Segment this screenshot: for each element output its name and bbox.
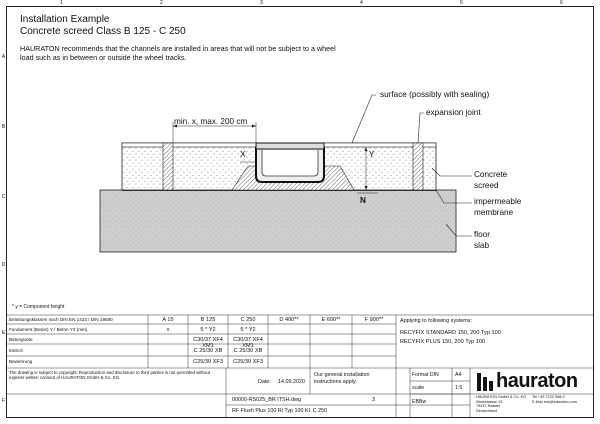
callout-expansion-joint: expansion joint <box>426 108 481 117</box>
contact-line: E-Mail info@hauraton.com <box>532 399 578 404</box>
revision-number: 3 <box>372 397 375 403</box>
hauraton-logo <box>476 370 592 394</box>
ruler-row-a: A <box>1 54 6 60</box>
channel-grate <box>256 143 324 149</box>
class-a15: A 15 <box>162 317 174 323</box>
scale-value: 1:5 <box>455 385 463 391</box>
drawing-description: RF Flush Plus 100 Ri Typ 100 Kl. C 250 <box>232 408 328 414</box>
ruler-row-c: C <box>1 194 6 200</box>
ruler-col-2: 2 <box>160 0 163 6</box>
class-d400: D 400** <box>279 317 299 323</box>
ruler-row-e: E <box>1 330 6 336</box>
row-code1-c250: C30/37 XF4 XM1 <box>233 337 263 349</box>
callout-membrane-line1: impermeable <box>474 197 522 206</box>
expansion-joint-right <box>413 143 423 190</box>
component-height-footnote: * y = Component height <box>12 304 65 310</box>
description-line-1: HAURATON recommends that the channels are installed in areas that will not be subject to a wheel <box>20 44 336 53</box>
address-line: Werkstrasse 13 <box>476 399 503 404</box>
row-label-screed: Estrich <box>9 348 24 353</box>
drawing-number: 00000-RS025_BR ITSH.dwg <box>232 397 301 403</box>
class-f900: F 900** <box>364 317 384 323</box>
callout-floor-line2: slab <box>474 241 490 250</box>
row-code2-c250: C 25/30 XB <box>233 348 263 354</box>
ruler-col-6: 6 <box>560 0 563 6</box>
applying-label: Applying to following systems: <box>400 318 472 324</box>
row-label-quality: Betonguete <box>9 337 33 342</box>
format-value: A4 <box>455 372 462 378</box>
standard-row-label: Belastungsklassen nach DIN EN 1433 / DIN 19580 <box>9 317 113 322</box>
system-1: RECYFIX STANDARD 150, 200 Typ 100 <box>400 330 501 336</box>
expansion-joint-left <box>163 143 173 190</box>
class-e600: E 600** <box>321 317 341 323</box>
floor-slab <box>100 190 456 252</box>
row-code3-c250: C25/30 XF3 <box>233 359 263 365</box>
row-code3-b125: C25/30 XF3 <box>193 359 223 365</box>
n-marker-label: N <box>360 196 366 205</box>
title-line-1: Installation Example <box>20 14 110 25</box>
class-c250: C 250 <box>240 317 256 323</box>
ruler-row-d: D <box>1 262 6 268</box>
callout-concrete-line2: screed <box>474 181 499 190</box>
min-x-dimension-label: min. x, max. 200 cm <box>174 117 248 126</box>
row-label-reinforcement: Bewehrung <box>9 359 33 364</box>
scale-label: scale <box>412 385 425 391</box>
date-value: 14.09.2020 <box>278 379 305 385</box>
ruler-col-3: 3 <box>260 0 263 6</box>
ruler-col-5: 5 <box>460 0 463 6</box>
description-line-2: load such as in between or outside the wheel tracks. <box>20 53 187 62</box>
general-info-line1: Our general installation <box>314 372 370 378</box>
address-line: HAURATON GmbH & Co. KG <box>476 395 527 399</box>
address-line: Deutschland <box>476 408 498 413</box>
system-2: RECYFIX PLUS 150, 200 Typ 100 <box>400 339 486 345</box>
row-code2-b125: C 25/30 XB <box>193 348 223 354</box>
legal-notice: The drawing is subject to copyright. Reproduction and disclosure to third parties is not permitted without express written consent of HAURATON GmbH & Co. KG. <box>9 370 211 380</box>
ebene-value: EBBw <box>412 399 427 405</box>
callout-surface: surface (possibly with sealing) <box>380 90 490 99</box>
x-dimension-label: X <box>240 150 246 159</box>
format-label: Format DIN <box>412 372 439 378</box>
class-b125: B 125 <box>200 317 216 323</box>
title-line-2: Concrete screed Class B 125 - C 250 <box>20 26 186 37</box>
row-x-b125: 5 * Y2 <box>200 327 216 333</box>
row-label-foundation: Fundament (Beton) Y / Beton Y2 (mm) <box>9 327 88 332</box>
ruler-col-1: 1 <box>60 0 63 6</box>
company-address <box>476 395 526 413</box>
contact-line: Tel +49 7222 958-0 <box>532 395 565 399</box>
y-dimension-label: Y <box>369 150 375 159</box>
date-label: Date: <box>258 379 271 385</box>
callout-membrane-line2: membrane <box>474 208 514 217</box>
ruler-row-f: F <box>1 398 6 404</box>
row-x-a15: x <box>166 327 170 333</box>
row-code1-b125: C30/37 XF4 XM1 <box>193 337 223 349</box>
address-line: 76437 Rastatt <box>476 404 500 409</box>
company-contact <box>532 395 577 404</box>
ruler-col-4: 4 <box>360 0 363 6</box>
hauraton-logo-text: hauraton <box>496 370 578 392</box>
ruler-row-b: B <box>1 124 6 130</box>
callout-concrete-line1: Concrete <box>474 170 508 179</box>
row-x-c250: 5 * Y2 <box>240 327 256 333</box>
general-info-line2: instructions apply. <box>314 379 357 385</box>
callout-floor-line1: floor <box>474 230 490 239</box>
hauraton-logo-icon <box>476 372 494 392</box>
